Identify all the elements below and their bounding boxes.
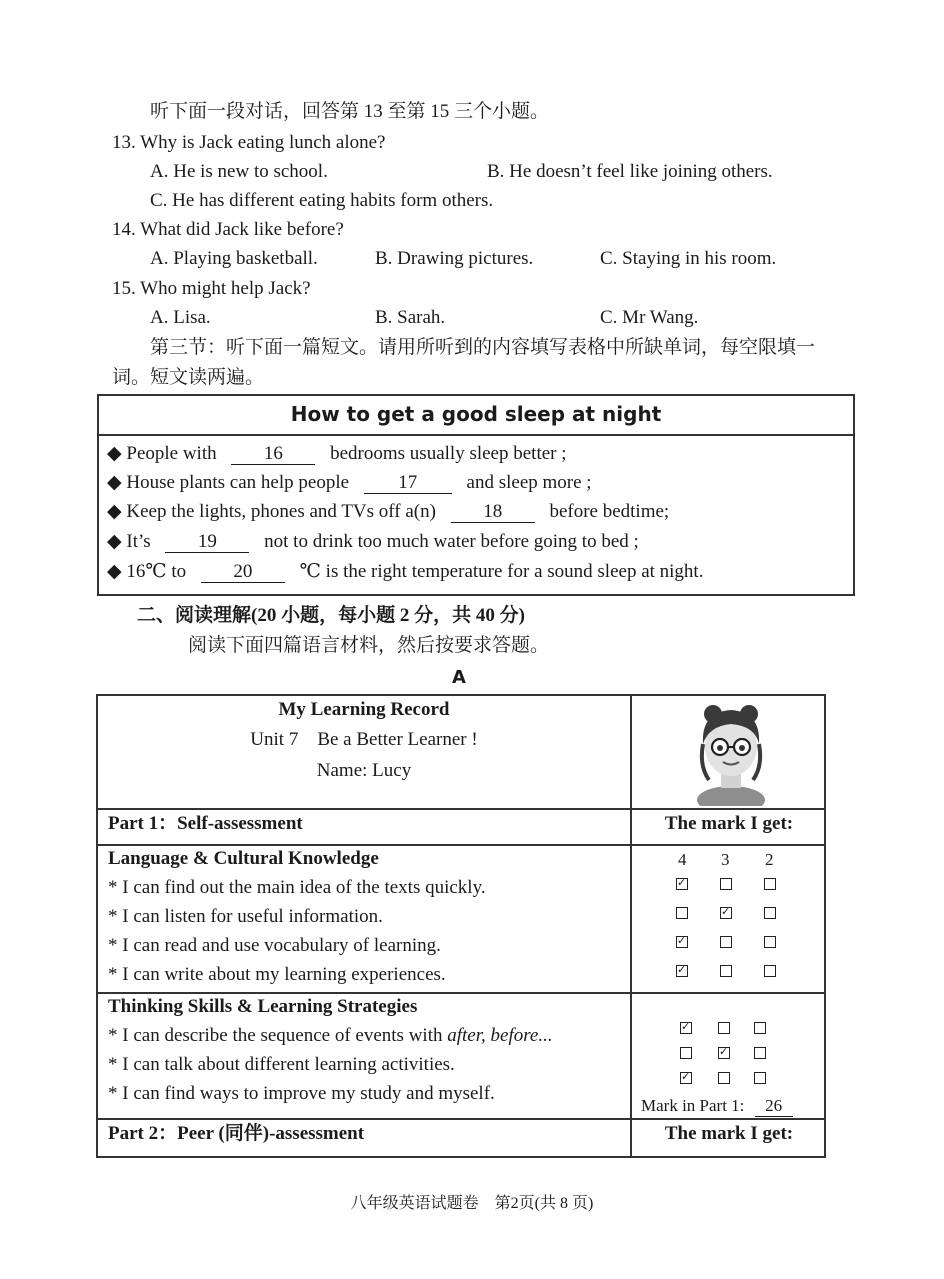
sleep-tips-title: How to get a good sleep at night (99, 396, 853, 436)
checkbox-lang-1-score-2[interactable] (764, 878, 776, 890)
q15-option-c: C. Mr Wang. (600, 307, 699, 328)
question-15: 15. Who might help Jack? (112, 278, 311, 299)
bullet-icon: ◆ (107, 472, 122, 493)
sleep-tips-table (97, 394, 855, 596)
think-item-1: * I can describe the sequence of events with after, before... (108, 1025, 553, 1046)
checkbox-think-3-score-4[interactable] (680, 1072, 692, 1084)
checkbox-lang-3-score-2[interactable] (764, 936, 776, 948)
sleep-line-19: ◆ It’s 19 not to drink too much water before going to bed ; (107, 531, 639, 552)
lang-item-2: * I can listen for useful information. (108, 906, 383, 927)
bullet-icon: ◆ (107, 443, 122, 464)
lang-item-1: * I can find out the main idea of the texts quickly. (108, 877, 486, 898)
learning-record-table (96, 694, 826, 1158)
checkbox-think-1-score-3[interactable] (718, 1022, 730, 1034)
question-13: 13. Why is Jack eating lunch alone? (112, 132, 386, 153)
checkbox-lang-3-score-3[interactable] (720, 936, 732, 948)
sleep-line-20: ◆ 16℃ to 20 ℃ is the right temperature for a sound sleep at night. (107, 561, 704, 582)
thinking-heading: Thinking Skills & Learning Strategies (108, 996, 418, 1017)
checkbox-think-1-score-4[interactable] (680, 1022, 692, 1034)
checkbox-think-1-score-2[interactable] (754, 1022, 766, 1034)
scale-4: 4 (678, 850, 687, 869)
checkbox-lang-4-score-4[interactable] (676, 965, 688, 977)
checkbox-lang-2-score-4[interactable] (676, 907, 688, 919)
scale-2: 2 (765, 850, 774, 869)
checkbox-think-3-score-3[interactable] (718, 1072, 730, 1084)
row-divider (98, 992, 824, 994)
checkbox-think-3-score-2[interactable] (754, 1072, 766, 1084)
q14-option-b: B. Drawing pictures. (375, 248, 534, 269)
sleep-line-17: ◆ House plants can help people 17 and sleep more ; (107, 472, 592, 493)
scale-3: 3 (721, 850, 730, 869)
part2-label: Part 2：Peer (同伴)-assessment (108, 1123, 365, 1144)
mark-part1: Mark in Part 1: 26 (641, 1094, 793, 1118)
q13-option-a: A. He is new to school. (150, 161, 328, 182)
bullet-icon: ◆ (107, 501, 122, 522)
checkbox-think-2-score-4[interactable] (680, 1047, 692, 1059)
q13-option-c: C. He has different eating habits form others. (150, 190, 494, 211)
column-divider (630, 696, 632, 1156)
q14-option-a: A. Playing basketball. (150, 248, 318, 269)
blank-17: 17 (364, 473, 452, 494)
checkbox-lang-4-score-2[interactable] (764, 965, 776, 977)
part1-label: Part 1：Self-assessment (108, 813, 303, 834)
page-footer: 八年级英语试题卷 第2页(共 8 页) (350, 1195, 594, 1212)
blank-18: 18 (451, 502, 535, 523)
part3-instruction-line1: 第三节：听下面一篇短文。请用所听到的内容填写表格中所缺单词，每空限填一 (150, 337, 816, 358)
checkbox-lang-2-score-2[interactable] (764, 907, 776, 919)
part2-mark-header: The mark I get: (664, 1123, 794, 1144)
question-14: 14. What did Jack like before? (112, 219, 344, 240)
lang-item-4: * I can write about my learning experiences. (108, 964, 446, 985)
row-divider (98, 808, 824, 810)
think-item-2: * I can talk about different learning activities. (108, 1054, 455, 1075)
sleep-line-16: ◆ People with 16 bedrooms usually sleep better ; (107, 443, 567, 464)
avatar (683, 700, 779, 806)
row-divider (98, 1118, 824, 1120)
q13-option-b: B. He doesn’t feel like joining others. (487, 161, 773, 182)
record-title: My Learning Record (278, 699, 450, 720)
q15-option-b: B. Sarah. (375, 307, 446, 328)
sleep-line-18: ◆ Keep the lights, phones and TVs off a(n) 18 before bedtime; (107, 501, 670, 522)
girl-avatar-icon (683, 700, 779, 806)
reading-heading: 二、阅读理解(20 小题，每小题 2 分，共 40 分) (137, 605, 525, 626)
checkbox-lang-3-score-4[interactable] (676, 936, 688, 948)
lang-item-3: * I can read and use vocabulary of learning. (108, 935, 441, 956)
bullet-icon: ◆ (107, 531, 122, 552)
checkbox-think-2-score-2[interactable] (754, 1047, 766, 1059)
checkbox-lang-1-score-4[interactable] (676, 878, 688, 890)
blank-16: 16 (231, 444, 315, 465)
mark-header: The mark I get: (664, 813, 794, 834)
q15-option-a: A. Lisa. (150, 307, 211, 328)
blank-20: 20 (201, 562, 285, 583)
think-item-3: * I can find ways to improve my study and myself. (108, 1083, 495, 1104)
section-intro: 听下面一段对话，回答第 13 至第 15 三个小题。 (150, 101, 550, 122)
bullet-icon: ◆ (107, 561, 122, 582)
checkbox-lang-4-score-3[interactable] (720, 965, 732, 977)
passage-label: A (452, 667, 466, 688)
q14-option-c: C. Staying in his room. (600, 248, 777, 269)
row-divider (98, 844, 824, 846)
language-heading: Language & Cultural Knowledge (108, 848, 379, 869)
record-unit: Unit 7 Be a Better Learner ! (250, 729, 478, 750)
checkbox-lang-1-score-3[interactable] (720, 878, 732, 890)
checkbox-lang-2-score-3[interactable] (720, 907, 732, 919)
record-name: Name: Lucy (316, 760, 412, 781)
checkbox-think-2-score-3[interactable] (718, 1047, 730, 1059)
blank-19: 19 (165, 532, 249, 553)
reading-instruction: 阅读下面四篇语言材料，然后按要求答题。 (188, 635, 550, 656)
part3-instruction-line2: 词。短文读两遍。 (112, 367, 265, 388)
mark-part1-value: 26 (755, 1096, 793, 1117)
